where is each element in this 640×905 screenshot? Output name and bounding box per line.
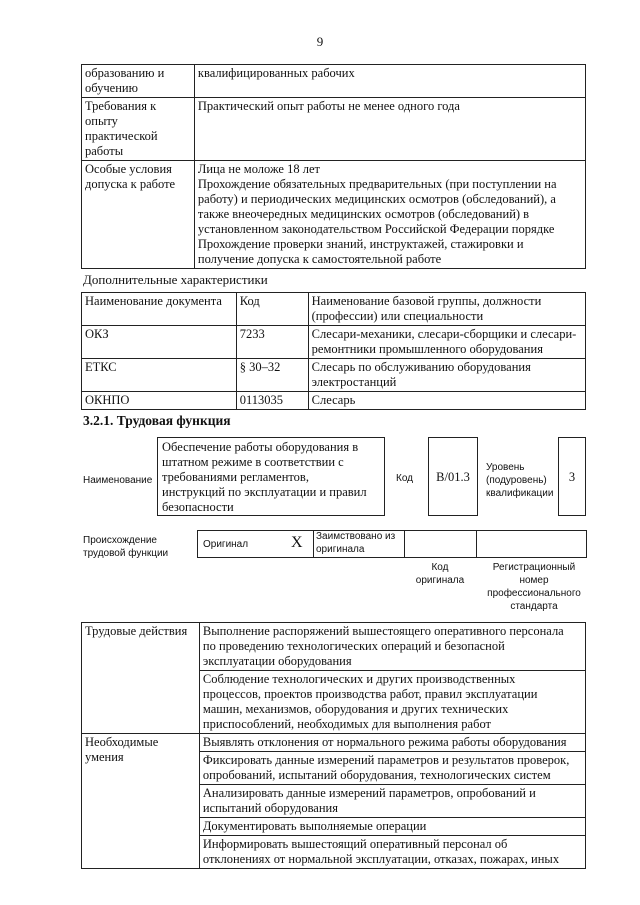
borrowed-label: Заимствовано из оригинала — [316, 531, 396, 555]
additional-caption: Дополнительные характеристики — [83, 272, 268, 287]
level-label: Уровень (подуровень) квалификации — [486, 462, 554, 499]
cell-code: § 30–32 — [236, 359, 308, 392]
row-value: Лица не моложе 18 лет Прохождение обязательных предварительных (при поступлении на работу) и периодических медицинских осмотров (обследований), а также внеочередных медицинских осмотров (обследований) в установленном законодательством Российской Федерации порядке Прохождение проверки знаний, инструктажей, стажировки и получение допуска к самостоятельной работе — [194, 161, 585, 269]
row-label: Требования к опыту практической работы — [82, 98, 195, 161]
skill-item: Фиксировать данные измерений параметров и результатов проверок, опробований, испытаний оборудования, технологических систем — [199, 752, 585, 785]
cell-name: Слесарь — [308, 392, 585, 410]
action-item: Выполнение распоряжений вышестоящего оперативного персонала по проведению технологических операций и безопасной эксплуатации оборудования — [199, 623, 585, 671]
actions-skills-table — [81, 622, 586, 869]
skill-item: Информировать вышестоящий оперативный персонал об отклонениях от нормальной эксплуатации, отказах, пожарах, иных — [199, 836, 585, 869]
row-label: образованию и обучению — [82, 65, 195, 98]
skill-item: Анализировать данные измерений параметров, опробований и испытаний оборудования — [199, 785, 585, 818]
name-label: Наименование — [83, 475, 153, 486]
qualification-requirements-table — [81, 64, 586, 269]
table-row — [82, 161, 586, 269]
header-document: Наименование документа — [82, 293, 237, 326]
skill-item: Выявлять отклонения от нормального режима работы оборудования — [199, 734, 585, 752]
cell-document: ОКНПО — [82, 392, 237, 410]
table-row — [82, 98, 586, 161]
origin-divider — [313, 530, 314, 558]
table-row — [82, 734, 586, 752]
code-value: В/01.3 — [428, 437, 478, 516]
table-row — [82, 65, 586, 98]
actions-label: Трудовые действия — [82, 623, 200, 734]
section-title: 3.2.1. Трудовая функция — [83, 413, 231, 428]
action-item: Соблюдение технологических и других производственных процессов, проектов производства работ, правил эксплуатации машин, механизмов, оборудования и других технических приспособлений, необходимых для выполнения работ — [199, 671, 585, 734]
cell-code: 7233 — [236, 326, 308, 359]
cell-name: Слесарь по обслуживанию оборудования электростанций — [308, 359, 585, 392]
row-value: квалифицированных рабочих — [194, 65, 585, 98]
origin-divider — [404, 530, 405, 558]
code-original-caption: Код оригинала — [415, 562, 465, 586]
skill-item: Документировать выполняемые операции — [199, 818, 585, 836]
original-mark: X — [291, 534, 303, 551]
level-value: 3 — [558, 437, 586, 516]
cell-document: ОКЗ — [82, 326, 237, 359]
page-number: 9 — [316, 34, 324, 49]
header-code: Код — [236, 293, 308, 326]
table-row — [82, 326, 586, 359]
additional-characteristics-table — [81, 292, 586, 410]
table-header-row — [82, 293, 586, 326]
cell-code: 0113035 — [236, 392, 308, 410]
row-value: Практический опыт работы не менее одного года — [194, 98, 585, 161]
table-row — [82, 623, 586, 671]
table-row — [82, 359, 586, 392]
function-name-box: Обеспечение работы оборудования в штатном режиме в соответствии с требованиями регламентов, инструкций по эксплуатации и правил безопасности — [157, 437, 385, 516]
table-row — [82, 392, 586, 410]
origin-divider — [476, 530, 477, 558]
cell-name: Слесари-механики, слесари-сборщики и слесари- ремонтники промышленного оборудования — [308, 326, 585, 359]
cell-document: ЕТКС — [82, 359, 237, 392]
code-label: Код — [396, 473, 414, 484]
skills-label: Необходимые умения — [82, 734, 200, 869]
reg-number-caption: Регистрационный номер профессионального стандарта — [487, 562, 581, 612]
original-label: Оригинал — [203, 539, 249, 550]
origin-label: Происхождение трудовой функции — [83, 535, 169, 559]
header-name: Наименование базовой группы, должности (профессии) или специальности — [308, 293, 585, 326]
row-label: Особые условия допуска к работе — [82, 161, 195, 269]
